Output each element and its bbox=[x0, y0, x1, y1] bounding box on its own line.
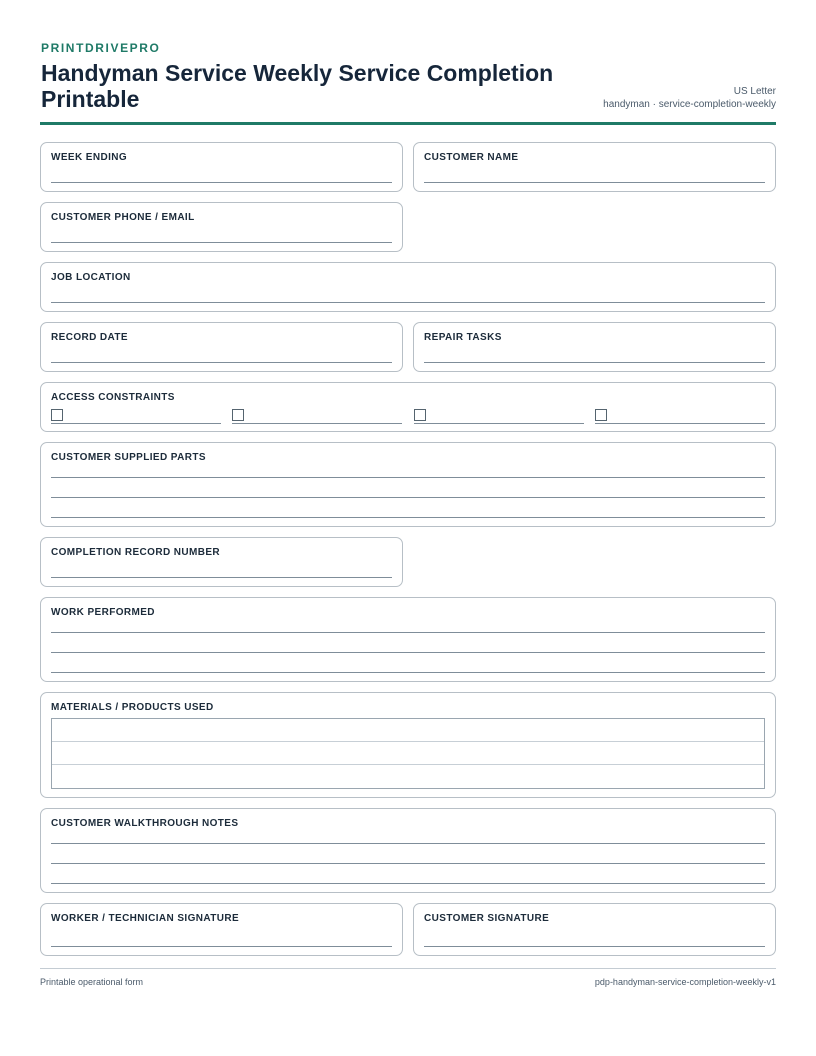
access-option[interactable] bbox=[232, 409, 402, 423]
customer-signature-field[interactable] bbox=[413, 903, 776, 956]
worker-signature-field[interactable] bbox=[40, 903, 403, 956]
writing-line bbox=[51, 517, 765, 518]
worker-signature-label: WORKER / TECHNICIAN SIGNATURE bbox=[51, 913, 240, 924]
writing-line bbox=[51, 863, 765, 864]
job-location-field[interactable] bbox=[40, 262, 776, 312]
access-option-line bbox=[414, 423, 584, 424]
footer-note: Printable operational form bbox=[40, 977, 144, 987]
record-date-field[interactable] bbox=[40, 322, 403, 372]
job-location-label: JOB LOCATION bbox=[51, 272, 131, 283]
table-row[interactable] bbox=[52, 742, 764, 765]
customer-supplied-parts-field[interactable] bbox=[40, 442, 776, 527]
access-option-line bbox=[51, 423, 221, 424]
writing-line bbox=[51, 843, 765, 844]
access-option[interactable] bbox=[51, 409, 221, 423]
form-meta bbox=[603, 85, 776, 111]
record-date-line bbox=[51, 362, 392, 363]
writing-line bbox=[51, 497, 765, 498]
writing-line bbox=[51, 672, 765, 673]
checkbox-icon[interactable] bbox=[414, 409, 426, 421]
work-performed-label: WORK PERFORMED bbox=[51, 607, 155, 618]
customer-contact-field[interactable] bbox=[40, 202, 403, 252]
signature-line bbox=[424, 946, 765, 947]
page-title: Handyman Service Weekly Service Completion Printable bbox=[41, 60, 554, 112]
repair-tasks-field[interactable] bbox=[413, 322, 776, 372]
checkbox-icon[interactable] bbox=[595, 409, 607, 421]
job-location-line bbox=[51, 302, 765, 303]
access-constraints-field bbox=[40, 382, 776, 432]
repair-tasks-line bbox=[424, 362, 765, 363]
completion-record-number-line bbox=[51, 577, 392, 578]
access-option[interactable] bbox=[595, 409, 765, 423]
customer-name-label: CUSTOMER NAME bbox=[424, 152, 519, 163]
table-row[interactable] bbox=[52, 765, 764, 788]
materials-used-field bbox=[40, 692, 776, 798]
footer-divider bbox=[40, 968, 776, 969]
checkbox-icon[interactable] bbox=[232, 409, 244, 421]
brand-name: PRINTDRIVEPRO bbox=[41, 41, 161, 55]
materials-used-label: MATERIALS / PRODUCTS USED bbox=[51, 702, 214, 713]
access-option-line bbox=[595, 423, 765, 424]
checkbox-icon[interactable] bbox=[51, 409, 63, 421]
walkthrough-notes-label: CUSTOMER WALKTHROUGH NOTES bbox=[51, 818, 239, 829]
access-option-line bbox=[232, 423, 402, 424]
signature-line bbox=[51, 946, 392, 947]
access-constraints-label: ACCESS CONSTRAINTS bbox=[51, 392, 175, 403]
writing-line bbox=[51, 652, 765, 653]
customer-contact-line bbox=[51, 242, 392, 243]
access-constraints-options bbox=[51, 409, 765, 425]
completion-record-number-label: COMPLETION RECORD NUMBER bbox=[51, 547, 221, 558]
completion-record-number-field[interactable] bbox=[40, 537, 403, 587]
access-option[interactable] bbox=[414, 409, 584, 423]
header-divider bbox=[40, 122, 776, 125]
materials-table bbox=[51, 718, 765, 789]
week-ending-field[interactable] bbox=[40, 142, 403, 192]
writing-line bbox=[51, 883, 765, 884]
customer-supplied-parts-label: CUSTOMER SUPPLIED PARTS bbox=[51, 452, 206, 463]
customer-name-line bbox=[424, 182, 765, 183]
record-date-label: RECORD DATE bbox=[51, 332, 128, 343]
work-performed-field[interactable] bbox=[40, 597, 776, 682]
form-path: handyman · service-completion-weekly bbox=[603, 99, 776, 110]
paper-size: US Letter bbox=[733, 86, 776, 97]
walkthrough-notes-field[interactable] bbox=[40, 808, 776, 893]
writing-line bbox=[51, 477, 765, 478]
customer-name-field[interactable] bbox=[413, 142, 776, 192]
week-ending-label: WEEK ENDING bbox=[51, 152, 128, 163]
week-ending-line bbox=[51, 182, 392, 183]
repair-tasks-label: REPAIR TASKS bbox=[424, 332, 502, 343]
customer-signature-label: CUSTOMER SIGNATURE bbox=[424, 913, 550, 924]
writing-line bbox=[51, 632, 765, 633]
customer-contact-label: CUSTOMER PHONE / EMAIL bbox=[51, 212, 195, 223]
form-id: pdp-handyman-service-completion-weekly-v1 bbox=[594, 977, 776, 987]
table-row[interactable] bbox=[52, 719, 764, 742]
